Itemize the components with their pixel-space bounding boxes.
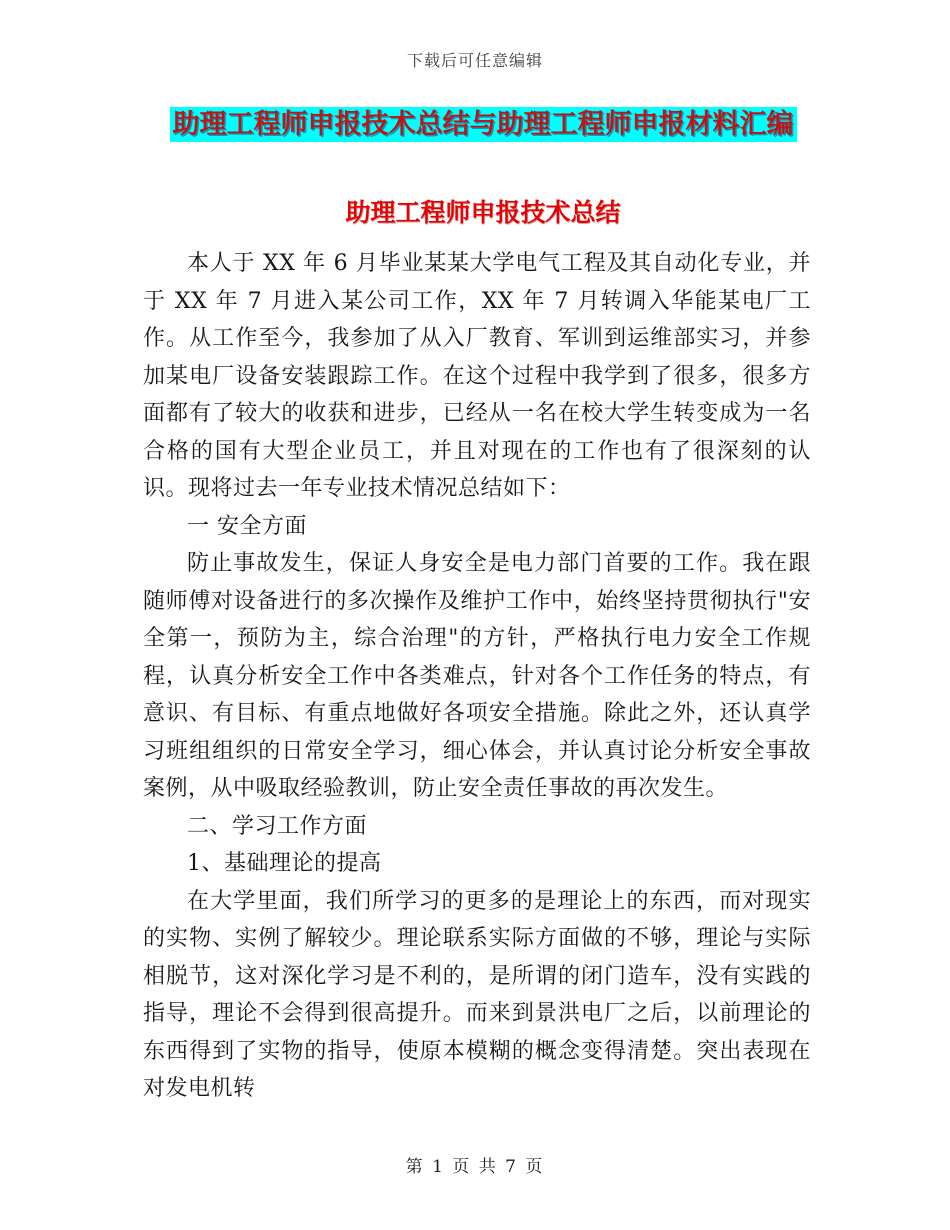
body-heading-study-work: 二、学习工作方面 (187, 813, 368, 839)
body-paragraph-theory: 在大学里面，我们所学习的更多的是理论上的东西，而对现实的实物、实例了解较少。理论联系实际方面做的不够，理论与实际相脱节，这对深化学习是不利的，是所谓的闭门造车，没有实践的指导，理论不会得到很高提升。而来到景洪电厂之后，以前理论的东西得到了实物的指导，使原本模糊的概念变得清楚。突出表现在对发电机转 (143, 888, 811, 1101)
document-main-title (143, 106, 823, 142)
body-heading-safety: 一 安全方面 (187, 513, 307, 539)
body-paragraph-intro: 本人于 XX 年 6 月毕业某某大学电气工程及其自动化专业，并于 XX 年 7 月进入某公司工作，XX 年 7 月转调入华能某电厂工作。从工作至今，我参加了从入厂教育、军训到运维部实习，并参加某电厂设备安装跟踪工作。在这个过程中我学到了很多，很多方面都有了较大的收获和进步，已经从一名在校大学生转变成为一名合格的国有大型企业员工，并且对现在的工作也有了很深刻的认识。现将过去一年专业技术情况总结如下： (143, 251, 811, 501)
page-footer: 第 1 页 共 7 页 (405, 1157, 545, 1177)
section-title: 助理工程师申报技术总结 (345, 199, 621, 227)
body-paragraph-safety: 防止事故发生，保证人身安全是电力部门首要的工作。我在跟随师傅对设备进行的多次操作及维护工作中，始终坚持贯彻执行"安全第一，预防为主，综合治理"的方针，严格执行电力安全工作规程，认真分析安全工作中各类难点，针对各个工作任务的特点，有意识、有目标、有重点地做好各项安全措施。除此之外，还认真学习班组组织的日常安全学习，细心体会，并认真讨论分析安全事故案例，从中吸取经验教训，防止安全责任事故的再次发生。 (143, 551, 811, 801)
main-title-highlighted-text: 助理工程师申报技术总结与助理工程师申报材料汇编 (170, 107, 797, 142)
body-heading-basic-theory: 1、基础理论的提高 (187, 851, 382, 876)
edit-notice: 下载后可任意编辑 (406, 51, 543, 70)
document-body (143, 245, 811, 1108)
